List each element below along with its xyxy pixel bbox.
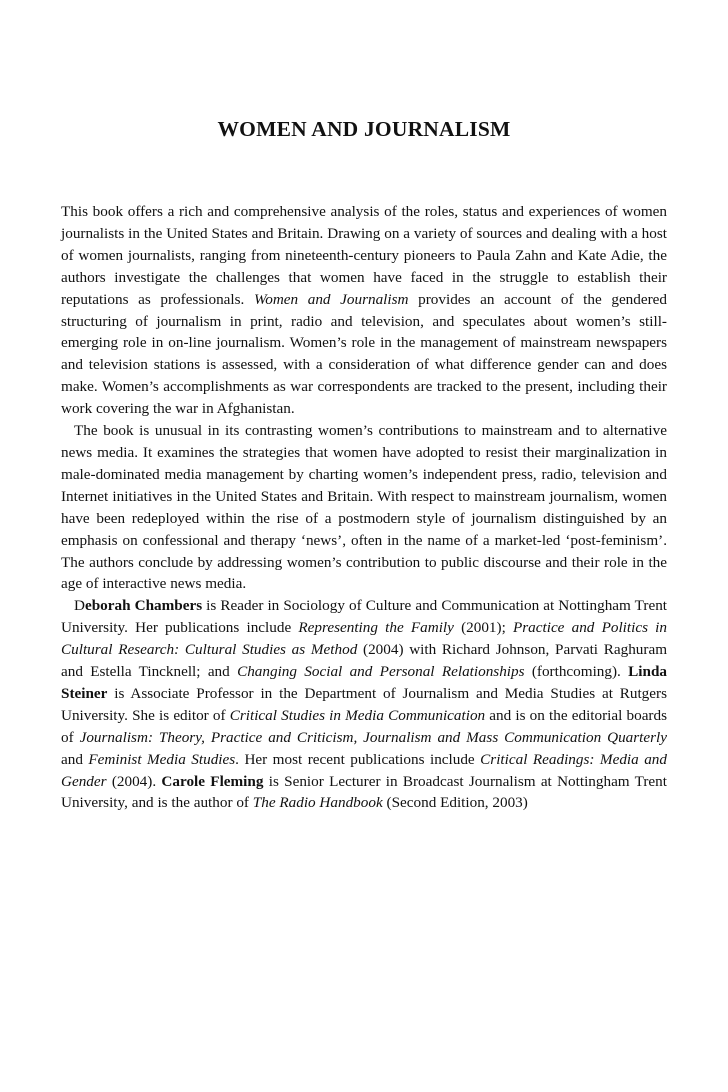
author-name-linda-steiner: Linda Steiner xyxy=(61,663,667,702)
publication-title: Journalism: Theory, Practice and Criticism, Journalism and Mass Communication Quarterly xyxy=(79,728,668,746)
text-run: and is on the editorial boards of xyxy=(61,706,667,746)
publication-title: Critical Readings: Media and Gender xyxy=(61,750,667,790)
author-name-carole-fleming: Carole Fleming xyxy=(161,772,264,790)
text-run: (forthcoming). xyxy=(524,663,629,681)
text-run: This book offers a rich and comprehensive analysis of the roles, status and experiences of women journalists in the United States and Britain. Drawing on a variety of sources and dealing with a host of women journalists, ranging from nineteenth-century pioneers to Paula Zahn and Kate Adie, the authors investigate the challenges that women have faced in the struggle to establish their reputations as professionals. xyxy=(61,203,667,308)
text-run: (2004). xyxy=(106,772,162,790)
book-description xyxy=(61,201,667,814)
text-run: is Senior Lecturer in Broadcast Journalism at Nottingham Trent University, and is the author of xyxy=(61,772,667,812)
publication-title: Feminist Media Studies xyxy=(88,750,236,768)
text-run: (2004) with Richard Johnson, Parvati Raghuram and Estella Tincknell; and xyxy=(61,641,668,681)
text-run: is Associate Professor in the Department of Journalism and Media Studies at Rutgers University. She is editor of xyxy=(61,684,667,724)
publication-title: Practice and Politics in Cultural Research: Cultural Studies as Method xyxy=(61,619,667,659)
publication-title: Critical Studies in Media Communication xyxy=(229,706,486,724)
author-bios-paragraph xyxy=(61,595,667,814)
page-title: WOMEN AND JOURNALISM xyxy=(217,117,511,141)
publication-title: Representing the Family xyxy=(298,619,454,637)
text-run: is Reader in Sociology of Culture and Communication at Nottingham Trent University. Her publications include xyxy=(61,597,668,637)
author-name-initial: D xyxy=(74,597,85,615)
text-run: (Second Edition, 2003) xyxy=(382,794,528,812)
text-run: and xyxy=(61,750,89,768)
text-run: (2001); xyxy=(453,619,513,637)
publication-title: Changing Social and Personal Relationships xyxy=(237,663,525,681)
description-paragraph-1 xyxy=(61,201,667,420)
text-run: . Her most recent publications include xyxy=(235,750,481,768)
description-paragraph-2: The book is unusual in its contrasting women’s contributions to mainstream and to alternative news media. It examines the strategies that women have adopted to resist their marginalization in male-dominated media management by charting women’s independent press, radio, television and Internet initiatives in the United States and Britain. With respect to mainstream journalism, women have been redeployed within the rise of a postmodern style of journalism distinguished by an emphasis on confessional and therapy ‘news’, often in the name of a market-led ‘post-feminism’. The authors conclude by addressing women’s contribution to public discourse and their role in the age of interactive news media. xyxy=(61,422,667,593)
book-title-italic: Women and Journalism xyxy=(253,290,409,308)
author-name-deborah-chambers: eborah Chambers xyxy=(84,597,203,615)
publication-title: The Radio Handbook xyxy=(252,794,383,812)
text-run: provides an account of the gendered structuring of journalism in print, radio and television, and speculates about women’s still-emerging role in on-line journalism. Women’s role in the management of mainstream newspapers and television stations is assessed, with a consideration of what difference gender can and does make. Women’s accomplishments as war correspondents are tracked to the present, including their work covering the war in Afghanistan. xyxy=(61,290,668,418)
